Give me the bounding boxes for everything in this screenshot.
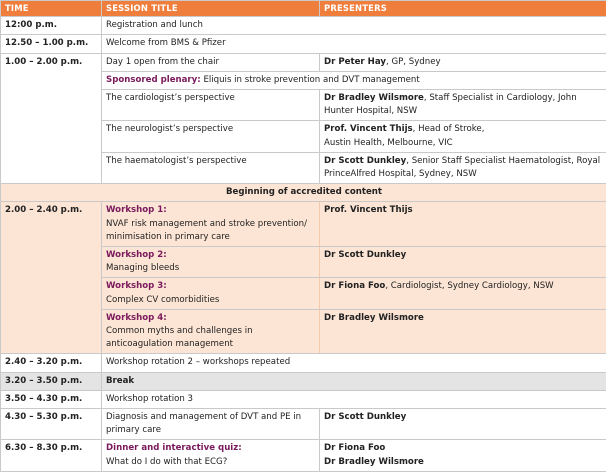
presenter-name: Prof. Vincent Thijs: [324, 124, 413, 135]
presenter-detail: , Cardiologist, Sydney Cardiology, NSW: [385, 281, 554, 292]
presenter-name: Dr Fiona Foo: [324, 443, 386, 454]
presenter-detail: , Head of Stroke,: [412, 124, 485, 135]
presenter-cell: [320, 90, 606, 121]
time-cell: 4.30 – 5.30 p.m.: [1, 409, 102, 440]
table-row: [1, 53, 606, 71]
session-cell: Diagnosis and management of DVT and PE in primary care: [102, 409, 320, 440]
time-cell: 2.00 – 2.40 p.m.: [1, 202, 102, 354]
time-cell: 12:00 p.m.: [1, 17, 102, 35]
workshop-cell: [102, 247, 320, 278]
session-cell: [102, 440, 320, 471]
accredited-banner-row: [1, 184, 606, 202]
table-row: [1, 390, 606, 408]
time-cell: 6.30 – 8.30 p.m.: [1, 440, 102, 471]
header-presenters: PRESENTERS: [320, 1, 606, 17]
break-row: [1, 372, 606, 390]
header-row: [1, 1, 606, 17]
table-row: [1, 202, 606, 247]
presenter-cell: [320, 121, 606, 152]
header-session: SESSION TITLE: [102, 1, 320, 17]
workshop-label: Workshop 4:: [106, 312, 167, 323]
time-cell: 1.00 – 2.00 p.m.: [1, 53, 102, 184]
header-time: TIME: [1, 1, 102, 17]
presenter-name: Dr Bradley Wilsmore: [324, 93, 424, 104]
table-row: [1, 17, 606, 35]
presenter-cell: Dr Bradley Wilsmore: [320, 309, 606, 354]
session-label: Sponsored plenary:: [106, 74, 201, 85]
presenter-name: Dr Scott Dunkley: [324, 155, 407, 166]
session-cell: Workshop rotation 2 – workshops repeated: [102, 354, 606, 372]
workshop-label: Workshop 2:: [106, 250, 167, 261]
presenter-cell: [320, 278, 606, 309]
session-text: Eliquis in stroke prevention and DVT management: [200, 74, 420, 85]
workshop-label: Workshop 3:: [106, 281, 167, 292]
session-cell: Break: [102, 372, 606, 390]
session-cell: Workshop rotation 3: [102, 390, 606, 408]
presenter-cell: Prof. Vincent Thijs: [320, 202, 606, 247]
presenter-detail: , Senior Staff Specialist Haematologist, Royal PrinceAlfred Hospital, Sydney, NSW: [324, 155, 601, 180]
presenter-cell: Dr Scott Dunkley: [320, 409, 606, 440]
workshop-title: Common myths and challenges in anticoagulation management: [106, 326, 253, 350]
time-cell: 3.20 – 3.50 p.m.: [1, 372, 102, 390]
presenter-cell: [320, 440, 606, 471]
session-cell: Welcome from BMS & Pfizer: [102, 35, 606, 53]
table-row: [1, 440, 606, 471]
session-text: What do I do with that ECG?: [106, 456, 228, 467]
session-cell: [102, 71, 606, 89]
presenter-detail: , GP, Sydney: [386, 56, 441, 67]
presenter-name: Dr Peter Hay: [324, 56, 386, 67]
table-row: [1, 35, 606, 53]
table-row: [1, 409, 606, 440]
presenter-cell: [320, 53, 606, 71]
workshop-cell: [102, 309, 320, 354]
session-cell: The neurologist’s perspective: [102, 121, 320, 152]
session-cell: Registration and lunch: [102, 17, 606, 35]
session-cell: Day 1 open from the chair: [102, 53, 320, 71]
workshop-cell: [102, 278, 320, 309]
workshop-cell: [102, 202, 320, 247]
time-cell: 2.40 – 3.20 p.m.: [1, 354, 102, 372]
presenter-name: Dr Bradley Wilsmore: [324, 456, 424, 467]
presenter-name: Dr Fiona Foo: [324, 281, 386, 292]
workshop-label: Workshop 1:: [106, 205, 167, 216]
presenter-cell: Dr Scott Dunkley: [320, 247, 606, 278]
table-row: [1, 354, 606, 372]
time-cell: 12.50 – 1.00 p.m.: [1, 35, 102, 53]
accredited-banner: Beginning of accredited content: [1, 184, 606, 202]
session-cell: The haematologist’s perspective: [102, 152, 320, 183]
presenter-cell: [320, 152, 606, 183]
time-cell: 3.50 – 4.30 p.m.: [1, 390, 102, 408]
workshop-title: NVAF risk management and stroke prevention/ minimisation in primary care: [106, 218, 308, 242]
workshop-title: Managing bleeds: [106, 263, 180, 274]
presenter-detail: Austin Health, Melbourne, VIC: [324, 137, 453, 148]
workshop-title: Complex CV comorbidities: [106, 294, 220, 305]
presenter-detail: , Staff Specialist in Cardiology, John Hunter Hospital, NSW: [324, 93, 577, 117]
session-label: Dinner and interactive quiz:: [106, 443, 242, 454]
session-cell: The cardiologist’s perspective: [102, 90, 320, 121]
